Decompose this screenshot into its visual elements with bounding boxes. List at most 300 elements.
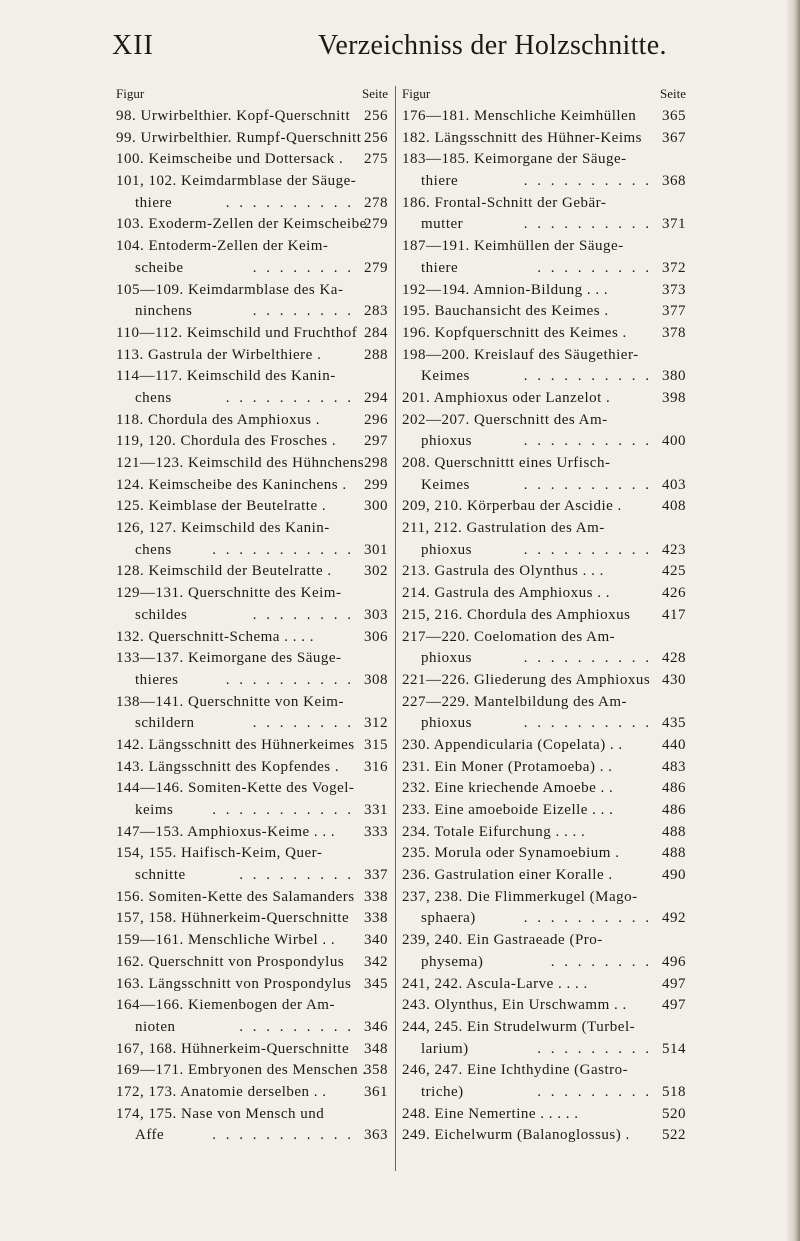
entry-text: 244, 245. Ein Strudelwurm (Turbel- — [402, 1018, 636, 1035]
entry-line — [402, 410, 686, 432]
figure-entry — [402, 843, 686, 865]
figure-entry — [116, 236, 388, 279]
leader-dots: . . . . . . . . . — [537, 259, 652, 276]
figure-entry — [402, 627, 686, 670]
figure-entry — [402, 280, 686, 302]
entry-line — [116, 952, 388, 974]
figure-entry — [402, 193, 686, 236]
entry-page-number: 297 — [364, 433, 388, 450]
figure-entry — [116, 583, 388, 626]
entry-line — [116, 171, 388, 193]
figure-entry — [402, 345, 686, 388]
entry-line — [402, 323, 686, 345]
entry-page-number: 279 — [364, 259, 388, 276]
entry-text: 154, 155. Haifisch-Keim, Quer- — [116, 845, 323, 862]
entry-page-number: 483 — [662, 758, 686, 775]
leader-dots: . . . . . . . . . — [537, 1083, 652, 1100]
entry-text: phioxus — [421, 650, 473, 667]
entry-line — [402, 995, 686, 1017]
column-header — [116, 86, 388, 106]
entry-continuation-line — [402, 258, 686, 280]
entry-page-number: 486 — [662, 802, 686, 818]
entry-text: 121—123. Keimschild des Hühnchens — [116, 455, 365, 471]
entry-line — [402, 345, 686, 367]
entry-page-number: 298 — [364, 455, 388, 471]
entry-page-number: 312 — [364, 715, 388, 732]
entry-page-number: 425 — [662, 563, 686, 580]
entry-page-number: 296 — [364, 411, 388, 428]
entry-continuation-line — [402, 366, 686, 388]
figure-entry — [116, 995, 388, 1038]
figure-entry — [116, 366, 388, 409]
entry-text: 143. Längsschnitt des Kopfendes . — [116, 758, 340, 775]
entry-line — [402, 280, 686, 302]
leader-dots: . . . . . . . . . — [239, 867, 354, 884]
entry-page-number: 367 — [662, 129, 686, 146]
entry-line — [116, 778, 388, 800]
entry-text: 202—207. Querschnitt des Am- — [402, 411, 608, 428]
figure-entry — [402, 518, 686, 561]
entry-line — [402, 865, 686, 887]
entry-text: Keimes — [421, 368, 470, 385]
entry-line — [116, 735, 388, 757]
entry-line — [116, 236, 388, 258]
entry-text: 215, 216. Chordula des Amphioxus — [402, 606, 631, 623]
figure-entry — [402, 865, 686, 887]
figure-entry — [402, 930, 686, 973]
figure-entry — [402, 106, 686, 128]
entry-line — [116, 518, 388, 540]
entry-page-number: 303 — [364, 606, 388, 623]
figure-entry — [116, 496, 388, 518]
right-column — [402, 86, 686, 1147]
entry-text: 243. Olynthus, Ein Urschwamm . . — [402, 997, 627, 1014]
entry-page-number: 361 — [364, 1083, 388, 1100]
entry-continuation-line — [116, 713, 388, 735]
entry-text: 249. Eichelwurm (Balanoglossus) . — [402, 1127, 630, 1144]
entry-continuation-line — [402, 952, 686, 974]
entry-text: 201. Amphioxus oder Lanzelot . — [402, 389, 611, 406]
figure-entry — [402, 496, 686, 518]
entry-continuation-line — [402, 214, 686, 236]
entry-continuation-line — [402, 540, 686, 562]
leader-dots: . . . . . . . . . . — [523, 216, 652, 233]
leader-dots: . . . . . . . . . . — [523, 715, 652, 732]
entry-continuation-line — [116, 800, 388, 822]
entry-page-number: 340 — [364, 932, 388, 949]
leader-dots: . . . . . . . . — [252, 715, 354, 732]
entry-text: 129—131. Querschnitte des Keim- — [116, 585, 342, 602]
entry-page-number: 299 — [364, 476, 388, 493]
figure-entry — [402, 822, 686, 844]
entry-continuation-line — [402, 713, 686, 735]
entry-line — [116, 1104, 388, 1126]
figure-entry — [402, 800, 686, 822]
entry-line — [402, 757, 686, 779]
entry-text: 227—229. Mantelbildung des Am- — [402, 693, 627, 710]
leader-dots: . . . . . . . . . — [537, 1040, 652, 1057]
figure-entry — [116, 453, 388, 475]
entry-text: 98. Urwirbelthier. Kopf-Querschnitt — [116, 108, 351, 124]
figure-entry — [116, 843, 388, 886]
figure-entry — [116, 952, 388, 974]
figure-entry — [116, 648, 388, 691]
entry-text: 162. Querschnitt von Prospondylus — [116, 953, 345, 970]
entry-page-number: 288 — [364, 346, 388, 363]
entry-page-number: 372 — [662, 259, 686, 276]
entry-text: 248. Eine Nemertine . . . . . — [402, 1105, 579, 1122]
entry-line — [402, 236, 686, 258]
figure-entry — [116, 171, 388, 214]
entry-text: 118. Chordula des Amphioxus . — [116, 411, 320, 428]
entry-line — [402, 778, 686, 800]
entry-text: 183—185. Keimorgane der Säuge- — [402, 151, 627, 168]
entry-page-number: 430 — [662, 671, 686, 688]
figure-entry — [116, 128, 388, 150]
entry-line — [116, 280, 388, 302]
figure-entry — [116, 930, 388, 952]
entry-line — [116, 453, 388, 475]
entry-text: schildern — [135, 715, 195, 732]
entry-line — [402, 496, 686, 518]
entry-page-number: 490 — [662, 867, 686, 884]
entry-line — [116, 431, 388, 453]
entry-continuation-line — [116, 865, 388, 887]
entry-page-number: 426 — [662, 585, 686, 602]
entry-page-number: 348 — [364, 1040, 388, 1057]
entry-text: nioten — [135, 1018, 176, 1035]
leader-dots: . . . . . . . . . . — [523, 173, 652, 190]
left-entry-list — [116, 106, 388, 1147]
entry-page-number: 380 — [662, 368, 686, 385]
entry-text: 246, 247. Eine Ichthydine (Gastro- — [402, 1062, 629, 1079]
entry-page-number: 520 — [662, 1105, 686, 1122]
entry-page-number: 403 — [662, 476, 686, 493]
entry-line — [402, 388, 686, 410]
figure-entry — [116, 518, 388, 561]
figure-entry — [116, 345, 388, 367]
entry-line — [402, 887, 686, 909]
entry-line — [116, 974, 388, 996]
entry-line — [116, 561, 388, 583]
leader-dots: . . . . . . . . . — [239, 1018, 354, 1035]
entry-continuation-line — [116, 670, 388, 692]
entry-continuation-line — [116, 193, 388, 215]
figure-entry — [402, 974, 686, 996]
entry-page-number: 316 — [364, 758, 388, 775]
entry-text: sphaera) — [421, 910, 476, 927]
leader-dots: . . . . . . . . . . . — [212, 802, 354, 818]
entry-text: 132. Querschnitt-Schema . . . . — [116, 628, 314, 645]
entry-continuation-line — [116, 258, 388, 280]
entry-line — [402, 106, 686, 128]
entry-page-number: 496 — [662, 953, 686, 970]
entry-line — [116, 214, 388, 236]
entry-text: 125. Keimblase der Beutelratte . — [116, 498, 327, 515]
entry-text: 174, 175. Nase von Mensch und — [116, 1105, 325, 1122]
entry-text: larium) — [421, 1040, 469, 1057]
leader-dots: . . . . . . . . . . — [523, 476, 652, 493]
leader-dots: . . . . . . . . . . . — [212, 1127, 354, 1144]
entry-continuation-line — [402, 431, 686, 453]
entry-text: 196. Kopfquerschnitt des Keimes . — [402, 324, 627, 341]
entry-page-number: 338 — [364, 888, 388, 905]
entry-page-number: 428 — [662, 650, 686, 667]
page-column-label: Seite — [660, 86, 686, 101]
entry-page-number: 256 — [364, 108, 388, 124]
entry-line — [116, 627, 388, 649]
entry-line — [402, 735, 686, 757]
entry-text: 176—181. Menschliche Keimhüllen — [402, 108, 637, 124]
leader-dots: . . . . . . . . . . — [523, 650, 652, 667]
entry-text: 233. Eine amoeboide Eizelle . . . — [402, 802, 614, 818]
running-header — [0, 30, 800, 70]
leader-dots: . . . . . . . . — [252, 259, 354, 276]
entry-text: 195. Bauchansicht des Keimes . — [402, 303, 609, 320]
entry-line — [402, 301, 686, 323]
entry-page-number: 435 — [662, 715, 686, 732]
leader-dots: . . . . . . . . . . — [225, 671, 354, 688]
entry-text: keims — [135, 802, 174, 818]
entry-page-number: 368 — [662, 173, 686, 190]
entry-text: 237, 238. Die Flimmerkugel (Mago- — [402, 888, 638, 905]
entry-page-number: 377 — [662, 303, 686, 320]
entry-text: 164—166. Kiemenbogen der Am- — [116, 997, 335, 1014]
entry-text: 241, 242. Ascula-Larve . . . . — [402, 975, 588, 992]
entry-text: 236. Gastrulation einer Koralle . — [402, 867, 613, 884]
entry-text: schildes — [135, 606, 188, 623]
figure-entry — [116, 561, 388, 583]
entry-line — [116, 757, 388, 779]
entry-text: 147—153. Amphioxus-Keime . . . — [116, 823, 336, 840]
entry-continuation-line — [116, 1017, 388, 1039]
figure-entry — [402, 301, 686, 323]
entry-text: scheibe — [135, 259, 184, 276]
figure-entry — [402, 323, 686, 345]
entry-page-number: 256 — [364, 129, 388, 146]
leader-dots: . . . . . . . . . . — [523, 541, 652, 558]
entry-page-number: 514 — [662, 1040, 686, 1057]
entry-page-number: 522 — [662, 1127, 686, 1144]
figure-entry — [116, 778, 388, 821]
entry-page-number: 294 — [364, 389, 388, 406]
entry-line — [402, 670, 686, 692]
entry-continuation-line — [116, 301, 388, 323]
figure-entry — [402, 692, 686, 735]
entry-text: 209, 210. Körperbau der Ascidie . — [402, 498, 622, 515]
entry-text: schnitte — [135, 867, 186, 884]
entry-text: thiere — [135, 194, 173, 211]
entry-text: 235. Morula oder Synamoebium . — [402, 845, 620, 862]
entry-page-number: 342 — [364, 953, 388, 970]
entry-line — [116, 410, 388, 432]
entry-line — [402, 193, 686, 215]
entry-text: 163. Längsschnitt von Prospondylus — [116, 975, 352, 992]
entry-continuation-line — [402, 475, 686, 497]
column-header — [402, 86, 686, 106]
leader-dots: . . . . . . . . . . — [523, 910, 652, 927]
entry-text: 230. Appendicularia (Copelata) . . — [402, 736, 623, 753]
entry-line — [402, 605, 686, 627]
entry-continuation-line — [402, 1082, 686, 1104]
entry-page-number: 497 — [662, 975, 686, 992]
entry-continuation-line — [116, 1125, 388, 1147]
entry-line — [116, 1060, 388, 1082]
entry-line — [402, 627, 686, 649]
entry-text: 208. Querschnittt eines Urfisch- — [402, 455, 611, 471]
entry-line — [402, 800, 686, 822]
entry-text: 126, 127. Keimschild des Kanin- — [116, 520, 330, 537]
entry-text: chens — [135, 541, 172, 558]
entry-text: mutter — [421, 216, 464, 233]
entry-page-number: 518 — [662, 1083, 686, 1100]
entry-line — [402, 561, 686, 583]
leader-dots: . . . . . . . . — [550, 953, 652, 970]
entry-page-number: 331 — [364, 802, 388, 818]
entry-continuation-line — [116, 540, 388, 562]
entry-line — [116, 149, 388, 171]
entry-line — [116, 908, 388, 930]
entry-text: triche) — [421, 1083, 464, 1100]
leader-dots: . . . . . . . . . . — [523, 433, 652, 450]
entry-line — [116, 692, 388, 714]
figure-entry — [116, 214, 388, 236]
figure-entry — [402, 670, 686, 692]
entry-text: 142. Längsschnitt des Hühnerkeimes — [116, 736, 355, 753]
entry-line — [116, 930, 388, 952]
entry-line — [116, 496, 388, 518]
entry-page-number: 371 — [662, 216, 686, 233]
figure-entry — [116, 431, 388, 453]
figure-entry — [402, 1017, 686, 1060]
figure-entry — [116, 1039, 388, 1061]
entry-page-number: 398 — [662, 389, 686, 406]
entry-line — [402, 1125, 686, 1147]
figure-entry — [116, 735, 388, 757]
left-column — [116, 86, 388, 1147]
entry-text: 169—171. Embryonen des Menschen . — [116, 1062, 367, 1079]
entry-page-number: 488 — [662, 845, 686, 862]
entry-text: 128. Keimschild der Beutelratte . — [116, 563, 332, 580]
entry-line — [116, 822, 388, 844]
entry-page-number: 365 — [662, 108, 686, 124]
figure-entry — [116, 627, 388, 649]
entry-page-number: 338 — [364, 910, 388, 927]
entry-text: Affe — [135, 1127, 165, 1144]
entry-page-number: 373 — [662, 281, 686, 298]
leader-dots: . . . . . . . . — [252, 303, 354, 320]
figure-entry — [402, 453, 686, 496]
figure-entry — [116, 106, 388, 128]
entry-page-number: 497 — [662, 997, 686, 1014]
entry-line — [402, 1017, 686, 1039]
figure-entry — [402, 887, 686, 930]
entry-line — [402, 930, 686, 952]
page-number: XII — [112, 30, 154, 61]
entry-line — [402, 583, 686, 605]
figure-entry — [116, 692, 388, 735]
figure-entry — [402, 128, 686, 150]
figure-entry — [402, 1104, 686, 1126]
entry-page-number: 284 — [364, 324, 388, 341]
figure-entry — [116, 887, 388, 909]
entry-text: 100. Keimscheibe und Dottersack . — [116, 151, 344, 168]
figure-entry — [116, 323, 388, 345]
entry-page-number: 278 — [364, 194, 388, 211]
entry-text: 187—191. Keimhüllen der Säuge- — [402, 238, 624, 255]
entry-page-number: 363 — [364, 1127, 388, 1144]
entry-line — [116, 366, 388, 388]
figure-entry — [116, 757, 388, 779]
entry-line — [116, 128, 388, 150]
entry-text: 99. Urwirbelthier. Rumpf-Querschnitt — [116, 129, 362, 146]
figure-entry — [402, 995, 686, 1017]
entry-line — [402, 843, 686, 865]
entry-page-number: 279 — [364, 216, 388, 233]
entry-page-number: 492 — [662, 910, 686, 927]
entry-text: 104. Entoderm-Zellen der Keim- — [116, 238, 329, 255]
figure-entry — [116, 908, 388, 930]
entry-page-number: 346 — [364, 1018, 388, 1035]
entry-text: physema) — [421, 953, 484, 970]
entry-text: 167, 168. Hühnerkeim-Querschnitte — [116, 1040, 350, 1057]
entry-text: Keimes — [421, 476, 470, 493]
entry-text: 159—161. Menschliche Wirbel . . — [116, 932, 336, 949]
right-entry-list — [402, 106, 686, 1147]
entry-text: thiere — [421, 259, 459, 276]
figure-entry — [402, 410, 686, 453]
entry-line — [402, 1104, 686, 1126]
page-title: Verzeichniss der Holzschnitte. — [318, 30, 667, 61]
entry-text: 198—200. Kreislauf des Säugethier- — [402, 346, 639, 363]
figure-entry — [116, 974, 388, 996]
entry-page-number: 408 — [662, 498, 686, 515]
entry-line — [116, 887, 388, 909]
entry-text: 211, 212. Gastrulation des Am- — [402, 520, 605, 537]
entry-text: 221—226. Gliederung des Amphioxus — [402, 671, 651, 688]
entry-continuation-line — [116, 605, 388, 627]
entry-page-number: 423 — [662, 541, 686, 558]
figure-entry — [116, 1082, 388, 1104]
figure-entry — [402, 778, 686, 800]
entry-text: 119, 120. Chordula des Frosches . — [116, 433, 337, 450]
entry-text: 217—220. Coelomation des Am- — [402, 628, 616, 645]
figure-entry — [402, 757, 686, 779]
entry-text: phioxus — [421, 433, 473, 450]
entry-text: thieres — [135, 671, 179, 688]
entry-text: 157, 158. Hühnerkeim-Querschnitte — [116, 910, 350, 927]
entry-page-number: 302 — [364, 563, 388, 580]
figure-entry — [402, 735, 686, 757]
entry-page-number: 308 — [364, 671, 388, 688]
entry-line — [402, 1060, 686, 1082]
entry-text: 214. Gastrula des Amphioxus . . — [402, 585, 610, 602]
entry-line — [116, 323, 388, 345]
figure-entry — [402, 1060, 686, 1103]
entry-page-number: 275 — [364, 151, 388, 168]
entry-text: thiere — [421, 173, 459, 190]
entry-text: 138—141. Querschnitte von Keim- — [116, 693, 344, 710]
entry-line — [402, 518, 686, 540]
figure-entry — [116, 1060, 388, 1082]
leader-dots: . . . . . . . . . . . — [212, 541, 354, 558]
leader-dots: . . . . . . . . . . — [225, 389, 354, 406]
figure-entry — [402, 561, 686, 583]
figure-column-label: Figur — [116, 86, 145, 101]
entry-line — [402, 692, 686, 714]
entry-line — [116, 475, 388, 497]
entry-line — [116, 995, 388, 1017]
